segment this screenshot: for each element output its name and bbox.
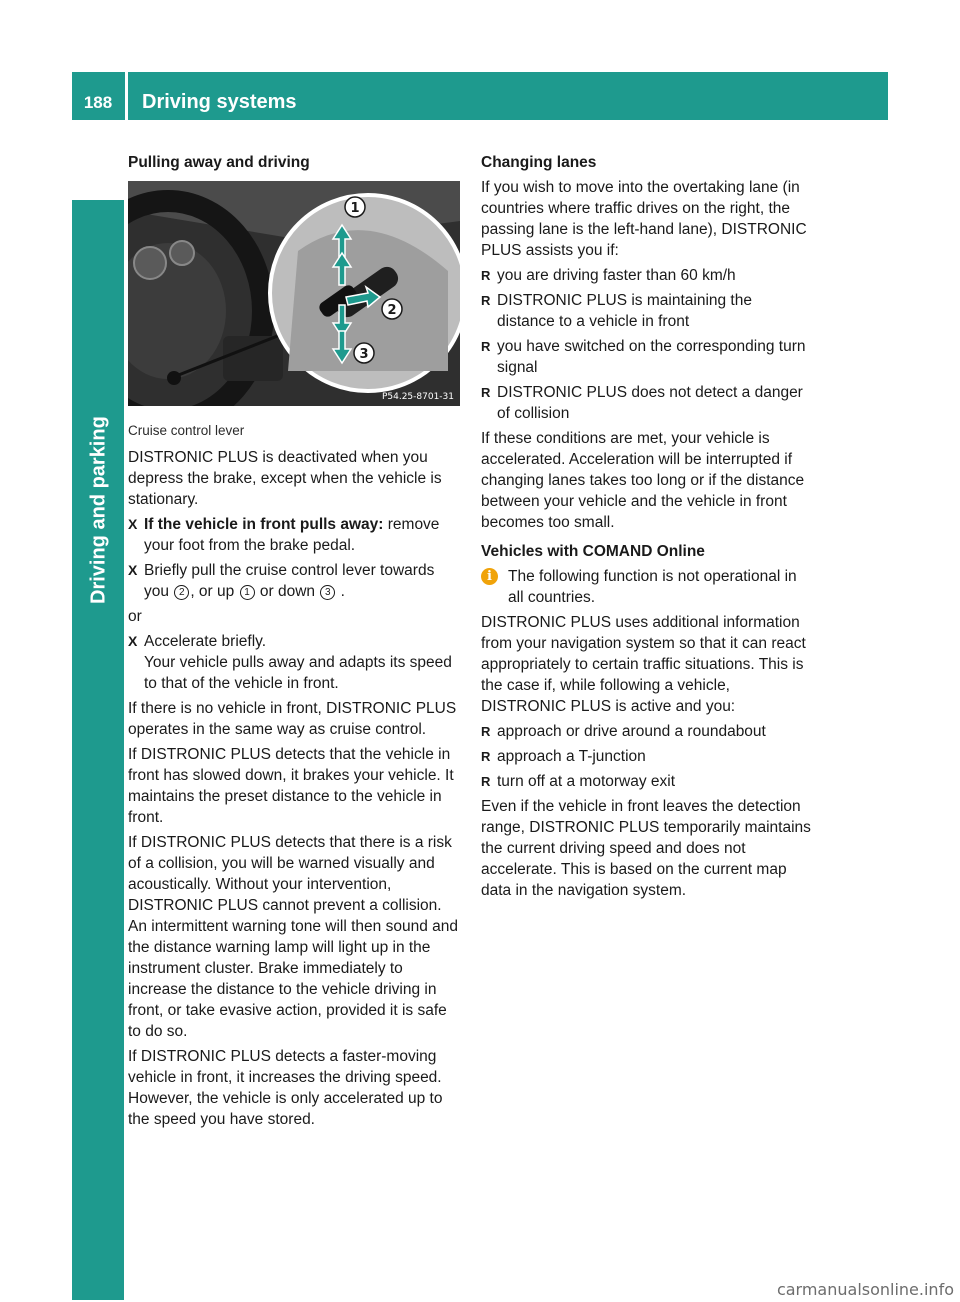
step-result: Your vehicle pulls away and adapts its speed to that of the vehicle in front. bbox=[144, 654, 452, 692]
callout-2-ref: 2 bbox=[174, 585, 189, 600]
paragraph-navigation: DISTRONIC PLUS uses additional information from your navigation system so that it can react appropriately to certain traffic situations. This is the case if, while following a vehicle, DISTRONIC PLUS is active and you: bbox=[481, 614, 806, 715]
figure-code: P54.25-8701-31 bbox=[381, 392, 454, 402]
callout-3-ref: 3 bbox=[320, 585, 335, 600]
paragraph-intro: DISTRONIC PLUS is deactivated when you depress the brake, except when the vehicle is stationary. bbox=[128, 449, 442, 508]
cruise-control-figure bbox=[128, 181, 460, 406]
section-heading-changing-lanes: Changing lanes bbox=[481, 154, 597, 171]
paragraph-detection-range: Even if the vehicle in front leaves the detection range, DISTRONIC PLUS temporarily maintains the current driving speed and does not accelerate. This is based on the current map data in the navigation system. bbox=[481, 798, 811, 899]
list-item: R turn off at a motorway exit bbox=[481, 771, 814, 792]
step-text: . bbox=[336, 583, 345, 600]
figure-callout-2: 2 bbox=[387, 303, 397, 318]
info-icon: i bbox=[481, 568, 498, 585]
header-divider bbox=[125, 72, 128, 120]
header-bar bbox=[72, 72, 888, 120]
paragraph-faster-vehicle: If DISTRONIC PLUS detects a faster-moving vehicle in front, it increases the driving speed. However, the vehicle is only accelerated up to the speed you have stored. bbox=[128, 1048, 443, 1128]
cruise-control-illustration bbox=[128, 181, 460, 406]
paragraph-slowed-down: If DISTRONIC PLUS detects that the vehicle in front has slowed down, it brakes your vehicle. It maintains the preset distance to the vehicle in front. bbox=[128, 746, 454, 826]
paragraph-collision-risk: If DISTRONIC PLUS detects that there is a risk of a collision, you will be warned visually and acoustically. Without your intervention, DISTRONIC PLUS cannot prevent a collision. An intermittent warning tone will then sound and the distance warning lamp will light up in the instrument cluster. Brake immediately to increase the distance to the vehicle driving in front, or take evasive action, provided it is safe to do so. bbox=[128, 834, 459, 1040]
list-item: R you are driving faster than 60 km/h bbox=[481, 265, 814, 286]
paragraph-no-vehicle: If there is no vehicle in front, DISTRONIC PLUS operates in the same way as cruise control. bbox=[128, 700, 457, 738]
list-item: R approach or drive around a roundabout bbox=[481, 721, 814, 742]
paragraph-lane-intro: If you wish to move into the overtaking lane (in countries where traffic drives on the right, the passing lane is the left-hand lane), DISTRONIC PLUS assists you if: bbox=[481, 179, 807, 259]
left-column bbox=[128, 152, 460, 1134]
list-item: R approach a T-junction bbox=[481, 746, 814, 767]
right-column bbox=[481, 152, 814, 905]
list-item: R you have switched on the corresponding turn signal bbox=[481, 336, 814, 378]
step-vehicle-pulls-away bbox=[128, 514, 460, 556]
figure-caption: Cruise control lever bbox=[128, 423, 245, 438]
step-text: remove your foot from the brake pedal. bbox=[144, 516, 440, 554]
step-bold-label: If the vehicle in front pulls away: bbox=[144, 516, 384, 533]
step-pull-lever bbox=[128, 560, 460, 602]
or-separator: or bbox=[128, 608, 142, 625]
chapter-side-tab bbox=[72, 200, 124, 1300]
info-note bbox=[481, 566, 814, 608]
figure-callout-1: 1 bbox=[350, 201, 360, 216]
list-item: R DISTRONIC PLUS does not detect a danger of collision bbox=[481, 382, 814, 424]
page-number: 188 bbox=[83, 93, 113, 112]
step-text: Briefly pull the cruise control lever towards you bbox=[144, 562, 435, 600]
info-text: The following function is not operational in all countries. bbox=[508, 568, 797, 606]
step-text: or down bbox=[255, 583, 320, 600]
paragraph-acceleration: If these conditions are met, your vehicle is accelerated. Acceleration will be interrupted if changing lanes takes too long or if the distance between your vehicle and the vehicle in front becomes too small. bbox=[481, 430, 805, 531]
list-item: R DISTRONIC PLUS is maintaining the distance to a vehicle in front bbox=[481, 290, 814, 332]
step-text: X Accelerate briefly. bbox=[144, 633, 267, 650]
section-heading-comand: Vehicles with COMAND Online bbox=[481, 543, 705, 560]
section-heading-pulling-away: Pulling away and driving bbox=[128, 154, 310, 171]
callout-1-ref: 1 bbox=[240, 585, 255, 600]
figure-callout-3: 3 bbox=[359, 347, 369, 362]
step-accelerate bbox=[128, 631, 460, 694]
watermark: carmanualsonline.info bbox=[776, 1280, 954, 1299]
step-text: , or up bbox=[190, 583, 239, 600]
page-title: Driving systems bbox=[142, 91, 297, 113]
chapter-label: Driving and parking bbox=[87, 416, 110, 604]
